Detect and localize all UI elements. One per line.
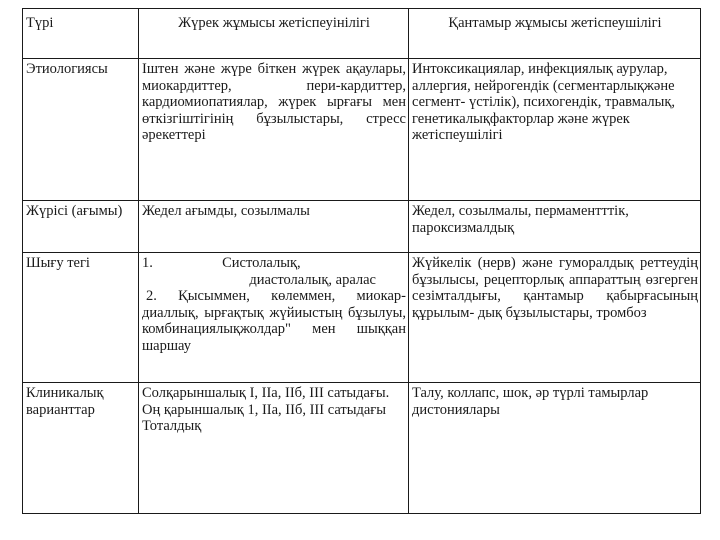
origin-heart-item-2 [142, 288, 406, 354]
row-label-etiology: Этиологиясы [23, 59, 139, 201]
clinical-heart-line-3: Тоталдық [142, 418, 202, 434]
origin-heart-item-2-number: 2. [146, 288, 157, 304]
cell-course-vessel: Жедел, созылмалы, пермаментттік, пароксизмалдық [409, 201, 701, 253]
origin-heart-item-1-text-b: диастолалық, аралас [249, 271, 376, 288]
cell-course-heart: Жедел ағымды, созылмалы [139, 201, 409, 253]
row-label-origin: Шығу тегі [23, 253, 139, 383]
cell-clinical-heart [139, 383, 409, 514]
table-row-origin [23, 253, 701, 383]
header-vessel-insufficiency: Қантамыр жұмысы жетіспеушілігі [409, 9, 701, 59]
header-type: Түрі [23, 9, 139, 59]
table-row-etiology [23, 59, 701, 201]
table-header-row [23, 9, 701, 59]
cell-clinical-vessel: Талу, коллапс, шок, әр түрлі тамырлар дистониялары [409, 383, 701, 514]
table-row-clinical-variants [23, 383, 701, 514]
clinical-heart-line-2: Оң қарыншалық 1, IIa, IIб, III сатыдағы [142, 401, 386, 418]
row-label-course: Жүрісі (ағымы) [23, 201, 139, 253]
origin-heart-item-1 [142, 255, 406, 272]
heart-vessel-insufficiency-table [22, 8, 701, 514]
cell-origin-vessel: Жүйкелік (нерв) және гуморалдық реттеудің бұзылысы, рецепторлық аппараттың өзгерген сезімталдығы, қантамыр қабырғасының құрылым- дық бұзылыстары, тромбоз [409, 253, 701, 383]
cell-etiology-vessel: Интоксикациялар, инфекциялық аурулар, аллергия, нейрогендік (сегментарлықжәне сегмент- үстілік), психогендік, травмалық, генетикалықфакторлар және жүрек жетіспеушілігі [409, 59, 701, 201]
origin-heart-item-2-text: Қысыммен, көлеммен, миокар- диаллық, ырғақтық жүйиыстың бұзылуы, комбинациялықжолдар" мен шыққан шаршау [142, 288, 406, 354]
comparison-table-wrapper [22, 8, 700, 513]
origin-heart-item-1-number: 1. [142, 255, 153, 271]
clinical-heart-line-1: Солқарыншалық I, IIa, IIб, III сатыдағы. [142, 385, 390, 401]
cell-etiology-heart: Іштен және жүре біткен жүрек ақаулары, миокардиттер, пери-кардиттер, кардиомиопатиялар, жүрек ырғағы мен өткізгіштігінің бұзылыстары, стресс әрекеттері [139, 59, 409, 201]
cell-origin-heart [139, 253, 409, 383]
row-label-clinical-variants: Клиникалық варианттар [23, 383, 139, 514]
header-heart-insufficiency: Жүрек жұмысы жетіспеуінілігі [139, 9, 409, 59]
origin-heart-item-1-text-a: Систолалық, [222, 255, 301, 271]
table-row-course [23, 201, 701, 253]
